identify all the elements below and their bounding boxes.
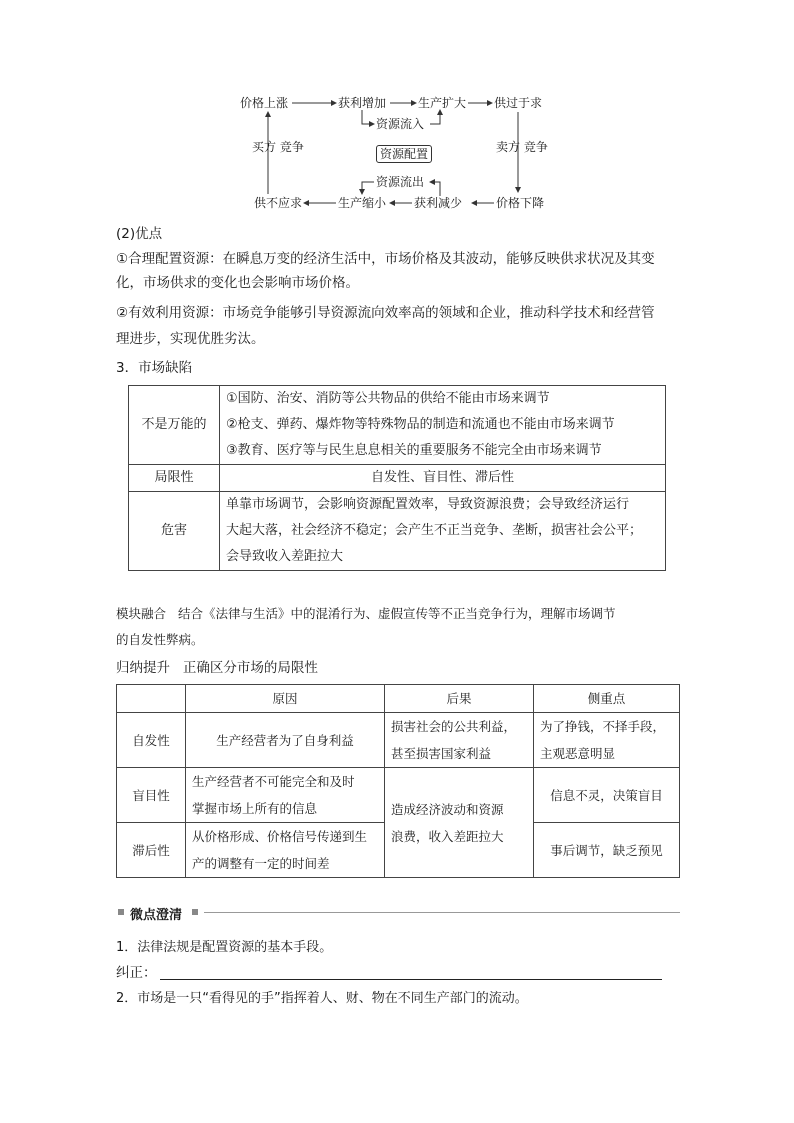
row-content [220, 386, 666, 465]
cell-line: 掌握市场上所有的信息 [192, 801, 318, 816]
table-row [129, 386, 666, 465]
node-supply-short: 供不应求 [254, 196, 303, 210]
module-fusion-label: 模块融合 [116, 606, 167, 621]
cell-line: 主观恶意明显 [540, 746, 616, 761]
cell-line: 为了挣钱，不择手段， [540, 719, 666, 734]
cell-line: 甚至损害国家利益 [391, 746, 492, 761]
row-focus: 信息不灵，决策盲目 [534, 768, 680, 823]
table-row [129, 465, 666, 492]
node-supply-exceeds: 供过于求 [494, 96, 543, 110]
row-consequence [385, 713, 534, 768]
row-line: ②枪支、弹药、爆炸物等特殊物品的制造和流通也不能由市场来调节 [226, 417, 615, 432]
row-line: ③教育、医疗等与民生息息相关的重要服务不能完全由市场来调节 [226, 443, 602, 458]
row-name: 滞后性 [117, 823, 186, 878]
header-cell [117, 685, 186, 713]
row-line: 大起大落，社会经济不稳定；会产生不正当竞争、垄断，损害社会公平； [226, 523, 643, 538]
advantage-1-line-2: 化，市场供求的变化也会影响市场价格。 [116, 275, 359, 291]
row-label: 不是万能的 [129, 386, 220, 465]
market-mechanism-diagram [240, 88, 560, 218]
market-defects-table [128, 385, 666, 571]
summary-heading [116, 659, 318, 677]
header-cell: 后果 [385, 685, 534, 713]
correction-answer-line[interactable] [160, 979, 662, 980]
cell-line: 损害社会的公共利益， [391, 719, 517, 734]
row-cause [186, 768, 385, 823]
advantage-2-line-1: ②有效利用资源：市场竞争能够引导资源流向效率高的领域和企业，推动科学技术和经营管 [116, 305, 655, 321]
node-resource-inflow: 资源流入 [376, 117, 425, 131]
node-profit-down: 获利减少 [414, 196, 463, 210]
row-focus: 事后调节，缺乏预见 [534, 823, 680, 878]
summary-label: 归纳提升 [116, 660, 170, 676]
module-fusion-line-2: 的自发性弊病。 [116, 632, 204, 647]
table-row [117, 713, 680, 768]
node-production-shrink: 生产缩小 [338, 196, 387, 210]
summary-title: 正确区分市场的局限性 [182, 660, 318, 676]
square-bullet-icon [118, 909, 124, 915]
module-fusion-text: 结合《法律与生活》中的混淆行为、虚假宣传等不正当竞争行为，理解市场调节 [177, 606, 616, 621]
cell-line: 浪费，收入差距拉大 [391, 828, 504, 844]
market-limitations-table [116, 684, 680, 878]
market-defects-heading: 3．市场缺陷 [116, 360, 193, 376]
row-label: 危害 [129, 492, 220, 571]
clarify-heading-text: 微点澄清 [130, 908, 183, 923]
row-line: 会导致收入差距拉大 [226, 549, 344, 564]
row-name: 盲目性 [117, 768, 186, 823]
row-consequence-shared [385, 768, 534, 878]
node-profit-up: 获利增加 [338, 96, 387, 110]
node-price-down: 价格下降 [496, 196, 545, 210]
cell-line: 产的调整有一定的时间差 [192, 856, 330, 871]
node-production-expand: 生产扩大 [418, 96, 467, 110]
row-content [220, 492, 666, 571]
table-row [117, 768, 680, 823]
header-cell: 原因 [186, 685, 385, 713]
row-label: 局限性 [129, 465, 220, 492]
cell-line: 从价格形成、价格信号传递到生 [192, 829, 368, 844]
advantage-2-line-2: 理进步，实现优胜劣汰。 [116, 331, 265, 347]
heading-rule [204, 912, 680, 913]
row-line: ①国防、治安、消防等公共物品的供给不能由市场来调节 [226, 391, 550, 406]
cell-line: 造成经济波动和资源 [391, 801, 504, 817]
node-buyer-competition: 买方 竞争 [252, 140, 304, 154]
correction-label: 纠正： [116, 965, 157, 981]
row-line: 单靠市场调节，会影响资源配置效率，导致资源浪费；会导致经济运行 [226, 497, 630, 512]
table-header-row [117, 685, 680, 713]
clarify-question-2: 2．市场是一只“看得见的手”指挥着人、财、物在不同生产部门的流动。 [116, 991, 528, 1006]
clarify-question-1: 1．法律法规是配置资源的基本手段。 [116, 940, 333, 955]
square-bullet-icon [192, 909, 198, 915]
module-fusion-line-1 [116, 605, 615, 623]
header-cell: 侧重点 [534, 685, 680, 713]
node-resource-outflow: 资源流出 [376, 175, 425, 189]
clarify-section-heading [116, 904, 680, 922]
row-name: 自发性 [117, 713, 186, 768]
row-cause: 生产经营者为了自身利益 [186, 713, 385, 768]
node-seller-competition: 卖方 竞争 [496, 140, 548, 154]
row-cause [186, 823, 385, 878]
advantages-heading: (2)优点 [116, 226, 163, 242]
table-row [129, 492, 666, 571]
cell-line: 生产经营者不可能完全和及时 [192, 774, 355, 789]
row-content: 自发性、盲目性、滞后性 [220, 465, 666, 492]
advantage-1-line-1: ①合理配置资源：在瞬息万变的经济生活中，市场价格及其波动，能够反映供求状况及其变 [116, 251, 655, 267]
node-resource-allocation: 资源配置 [376, 145, 432, 163]
row-focus [534, 713, 680, 768]
node-price-up: 价格上涨 [240, 96, 289, 110]
